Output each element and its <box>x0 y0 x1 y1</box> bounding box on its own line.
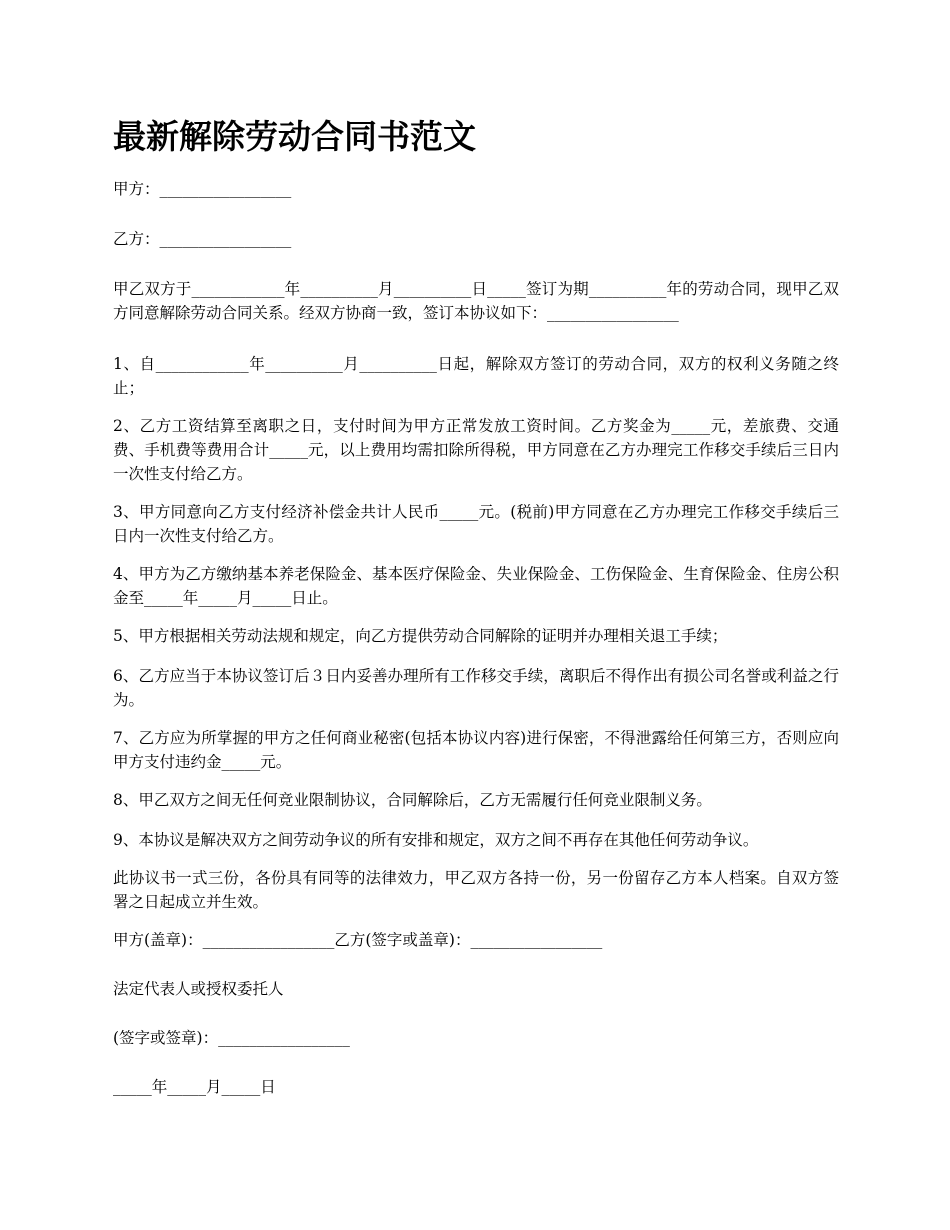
party-a-line: 甲方：_________________ <box>113 180 292 198</box>
date-line: _____年_____月_____日 <box>113 1078 276 1096</box>
clause-9: 9、本协议是解决双方之间劳动争议的所有安排和规定，双方之间不再存在其他任何劳动争议。 <box>113 831 759 849</box>
clause-5: 5、甲方根据相关劳动法规和规定，向乙方提供劳动合同解除的证明并办理相关退工手续； <box>113 627 728 645</box>
legal-representative-line: 法定代表人或授权委托人 <box>113 980 284 998</box>
clause-2: 2、乙方工资结算至离职之日，支付时间为甲方正常发放工资时间。乙方奖金为_____元，差旅费、交通费、手机费等费用合计_____元，以上费用均需扣除所得税，甲方同意在乙方办理完工作移交手续后三日内一次性支付给乙方。 <box>113 417 839 483</box>
clause-6: 6、乙方应当于本协议签订后３日内妥善办理所有工作移交手续，离职后不得作出有损公司名誉或利益之行为。 <box>113 667 839 709</box>
signature-line: (签字或签章)：_________________ <box>113 1029 350 1047</box>
signature-parties-line: 甲方(盖章)：_________________乙方(签字或盖章)：_________________ <box>113 931 603 949</box>
closing-paragraph: 此协议书一式三份，各份具有同等的法律效力，甲乙双方各持一份，另一份留存乙方本人档案。自双方签署之日起成立并生效。 <box>113 869 839 911</box>
document-body <box>113 177 839 1124</box>
clause-7: 7、乙方应为所掌握的甲方之任何商业秘密(包括本协议内容)进行保密，不得泄露给任何第三方，否则应向甲方支付违约金_____元。 <box>113 729 839 771</box>
clause-3: 3、甲方同意向乙方支付经济补偿金共计人民币_____元。(税前)甲方同意在乙方办理完工作移交手续后三日内一次性支付给乙方。 <box>113 503 839 545</box>
party-b-line: 乙方：_________________ <box>113 230 292 248</box>
clause-8: 8、甲乙双方之间无任何竞业限制协议，合同解除后，乙方无需履行任何竞业限制义务。 <box>113 791 712 809</box>
clause-4: 4、甲方为乙方缴纳基本养老保险金、基本医疗保险金、失业保险金、工伤保险金、生育保险金、住房公积金至_____年_____月_____日止。 <box>113 565 839 607</box>
document-title: 最新解除劳动合同书范文 <box>113 117 476 156</box>
clause-1: 1、自____________年__________月__________日起，解除双方签订的劳动合同，双方的权利义务随之终止； <box>113 355 839 397</box>
intro-paragraph: 甲乙双方于____________年__________月__________日_____签订为期__________年的劳动合同，现甲乙双方同意解除劳动合同关系。经双方协商一致，签订本协议如下：_________________ <box>113 280 839 322</box>
